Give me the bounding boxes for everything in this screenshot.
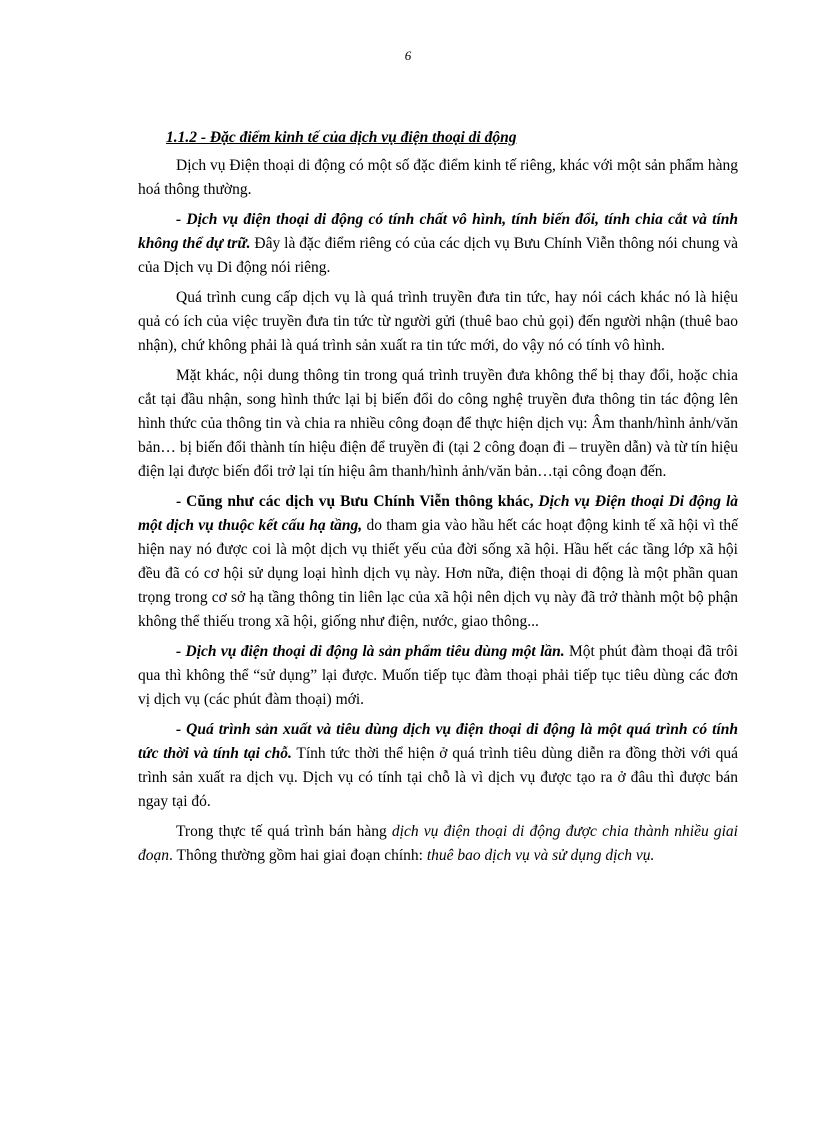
page-number: 6	[404, 48, 412, 63]
section-heading: 1.1.2 - Đặc điểm kinh tế của dịch vụ điện thoại di động	[166, 129, 517, 146]
paragraph-intro: Dịch vụ Điện thoại di động có một số đặc điểm kinh tế riêng, khác với một sản phẩm hàng hoá thông thường.	[138, 157, 738, 198]
italic-phrase: thuê bao dịch vụ và sử dụng dịch vụ.	[426, 847, 655, 864]
paragraph-text: Đây là đặc điểm riêng có của các dịch vụ Bưu Chính Viễn thông nói chung và của Dịch vụ Di động nói riêng.	[138, 235, 738, 276]
bold-italic-claim: Dịch vụ Điện thoại Di động là một dịch vụ thuộc kết cấu hạ tầng,	[138, 493, 738, 534]
italic-phrase: dịch vụ điện thoại di động được chia thành nhiều giai đoạn	[138, 823, 738, 864]
bold-italic-claim: - Dịch vụ điện thoại di động là sản phẩm tiêu dùng một lần.	[176, 643, 565, 660]
paragraph-instantaneous	[138, 718, 738, 814]
paragraph-single-use	[138, 640, 738, 712]
paragraph-text: Một phút đàm thoại đã trôi qua thì không thể “sử dụng” lại được. Muốn tiếp tục đàm thoại phải tiếp tục tiêu dùng các đơn vị dịch vụ (các phút đàm thoại) mới.	[138, 643, 738, 708]
paragraph-infrastructure	[138, 490, 738, 634]
paragraph-text: do tham gia vào hầu hết các hoạt động kinh tế xã hội vì thế hiện nay nó được coi là một dịch vụ thiết yếu của đời sống xã hội. Hầu hết các tầng lớp xã hội đều đã có cơ hội sử dụng loại hình dịch vụ này. Hơn nữa, điện thoại di động là một phần quan trọng trong cơ sở hạ tầng thông tin liên lạc của xã hội nên dịch vụ này đã trở thành một bộ phận không thể thiếu trong xã hội, giống như điện, nước, giao thông...	[138, 517, 738, 630]
bold-italic-claim: - Dịch vụ điện thoại di động có tính chất vô hình, tính biến đổi, tính chia cắt và tính không thể dự trữ.	[138, 211, 738, 252]
bold-claim: - Cũng như các dịch vụ Bưu Chính Viễn thông khác,	[176, 493, 534, 510]
page-content	[138, 126, 738, 874]
paragraph-intangibility	[138, 208, 738, 280]
paragraph-text: Trong thực tế quá trình bán hàng	[176, 823, 392, 840]
paragraph-text: Tính tức thời thể hiện ở quá trình tiêu dùng diễn ra đồng thời với quá trình sản xuất ra dịch vụ. Dịch vụ có tính tại chỗ là vì dịch vụ được tạo ra ở đâu thì được bán ngay tại đó.	[138, 745, 738, 810]
bold-italic-claim: - Quá trình sản xuất và tiêu dùng dịch vụ điện thoại di động là một quá trình có tính tức thời và tính tại chỗ.	[138, 721, 738, 762]
paragraph-process: Quá trình cung cấp dịch vụ là quá trình truyền đưa tin tức, hay nói cách khác nó là hiệu quả có ích của việc truyền đưa tin tức từ người gửi (thuê bao chủ gọi) đến người nhận (thuê bao nhận), chứ không phải là quá trình sản xuất ra tin tức mới, do vậy nó có tính vô hình.	[138, 289, 738, 354]
paragraph-text: . Thông thường gồm hai giai đoạn chính:	[169, 847, 427, 864]
paragraph-sales-stages	[138, 820, 738, 868]
paragraph-transformation: Mặt khác, nội dung thông tin trong quá trình truyền đưa không thể bị thay đổi, hoặc chia cắt tại đầu nhận, song hình thức lại bị biến đổi do công nghệ truyền đưa thông tin tác động lên hình thức của thông tin và chia ra nhiều công đoạn để thực hiện dịch vụ: Âm thanh/hình ảnh/văn bản… bị biến đổi thành tín hiệu điện để truyền đi (tại 2 công đoạn đi – truyền dẫn) và từ tín hiệu điện lại được biến đổi trở lại tín hiệu âm thanh/hình ảnh/văn bản…tại công đoạn đến.	[138, 367, 738, 480]
